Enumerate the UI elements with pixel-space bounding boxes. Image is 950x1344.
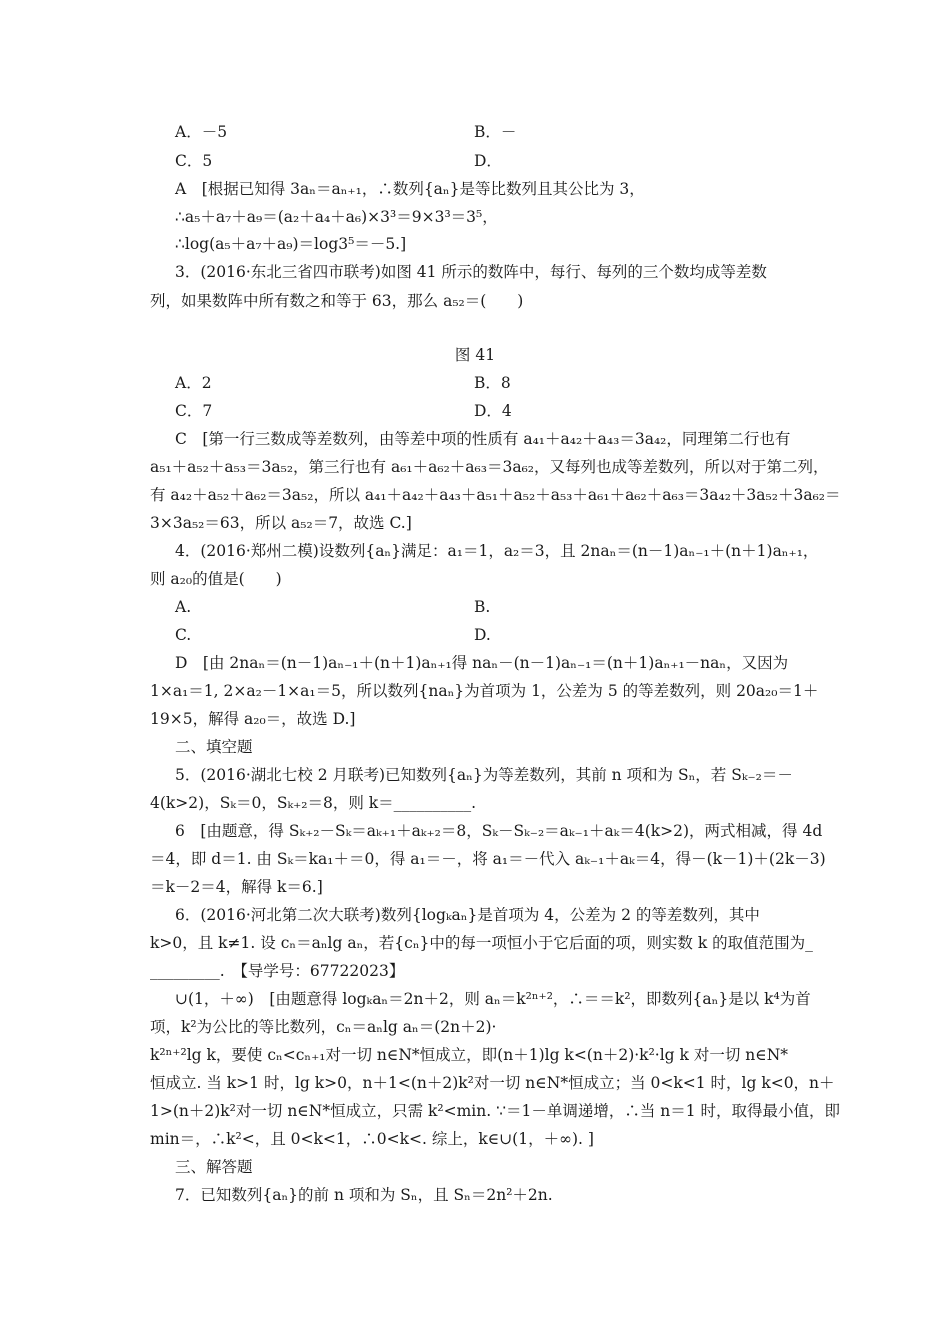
q3-option-b: B．8	[474, 374, 511, 392]
q3-option-c: C．7	[175, 402, 213, 420]
q4-option-b: B.	[474, 598, 491, 616]
q6-solution-line: min＝，∴k²<，且 0<k<1，∴0<k<. 综上，k∈∪(1，＋∞). ]	[150, 1130, 594, 1148]
q5-solution-line: ＝k－2＝4，解得 k＝6.]	[150, 878, 323, 896]
q2-option-a: A．－5	[175, 123, 228, 141]
q4-stem-line: 4．(2016·郑州二模)设数列{aₙ}满足：a₁＝1，a₂＝3，且 2naₙ＝(n－1)aₙ₋₁＋(n＋1)aₙ₊₁，	[175, 542, 819, 560]
q6-solution-line: k²ⁿ⁺²lg k，要使 cₙ<cₙ₊₁对一切 n∈N*恒成立，即(n＋1)lg k<(n＋2)·k²·lg k 对一切 n∈N*	[150, 1046, 789, 1064]
q2-option-b: B．－	[474, 123, 517, 141]
q4-solution-line: 19×5，解得 a₂₀＝，故选 D.]	[150, 710, 356, 728]
q6-stem-line: _________. 【导学号：67722023】	[150, 962, 405, 980]
q6-stem-line: k>0，且 k≠1. 设 cₙ＝aₙlg aₙ，若{cₙ}中的每一项恒小于它后面的项，则实数 k 的取值范围为_	[150, 934, 813, 952]
q3-figure-caption: 图 41	[454, 346, 496, 364]
q5-solution-line: ＝4，即 d＝1. 由 Sₖ＝ka₁＋＝0，得 a₁＝－，将 a₁＝－代入 aₖ₋₁＋aₖ＝4，得－(k－1)＋(2k－3)	[150, 850, 826, 868]
q3-option-a: A．2	[175, 374, 212, 392]
q3-stem-line: 列，如果数阵中所有数之和等于 63，那么 a₅₂＝( )	[150, 292, 524, 310]
q2-solution-line: ∴log(a₅＋a₇＋a₉)＝log3⁵＝－5.]	[175, 235, 407, 253]
q4-solution-line: 1×a₁＝1, 2×a₂－1×a₁＝5，所以数列{naₙ}为首项为 1，公差为 5 的等差数列，则 20a₂₀＝1＋	[150, 682, 819, 700]
q4-option-c: C.	[175, 626, 192, 644]
q3-solution-line: a₅₁＋a₅₂＋a₅₃＝3a₅₂，第三行也有 a₆₁＋a₆₂＋a₆₃＝3a₆₂，又每列也成等差数列，所以对于第二列，	[150, 458, 829, 476]
q6-solution-line: 1>(n＋2)k²对一切 n∈N*恒成立，只需 k²<min. ∵＝1－单调递增，∴当 n＝1 时，取得最小值，即	[150, 1102, 841, 1120]
q3-stem-line: 3．(2016·东北三省四市联考)如图 41 所示的数阵中，每行、每列的三个数均成等差数	[175, 263, 767, 281]
q4-solution-line: D [由 2naₙ＝(n－1)aₙ₋₁＋(n＋1)aₙ₊₁得 naₙ－(n－1)aₙ₋₁＝(n＋1)aₙ₊₁－naₙ，又因为	[175, 654, 789, 672]
q6-solution-line: ∪(1，＋∞) [由题意得 logₖaₙ＝2n＋2，则 aₙ＝k²ⁿ⁺²，∴＝＝k²，即数列{aₙ}是以 k⁴为首	[175, 990, 811, 1008]
q6-stem-line: 6．(2016·河北第二次大联考)数列{logₖaₙ}是首项为 4，公差为 2 的等差数列，其中	[175, 906, 760, 924]
section-heading-solve: 三、解答题	[175, 1158, 253, 1176]
q3-solution-line: 3×3a₅₂＝63，所以 a₅₂＝7，故选 C.]	[150, 514, 412, 532]
q5-stem-line: 4(k>2)，Sₖ＝0，Sₖ₊₂＝8，则 k＝__________.	[150, 794, 477, 812]
q4-option-a: A.	[175, 598, 192, 616]
q4-stem-line: 则 a₂₀的值是( )	[150, 570, 282, 588]
q3-solution-line: C [第一行三数成等差数列，由等差中项的性质有 a₄₁＋a₄₂＋a₄₃＝3a₄₂，同理第二行也有	[175, 430, 791, 448]
q3-solution-line: 有 a₄₂＋a₅₂＋a₆₂＝3a₅₂，所以 a₄₁＋a₄₂＋a₄₃＋a₅₁＋a₅₂＋a₅₃＋a₆₁＋a₆₂＋a₆₃＝3a₄₂＋3a₅₂＋3a₆₂＝	[150, 486, 841, 504]
q5-solution-line: 6 [由题意，得 Sₖ₊₂－Sₖ＝aₖ₊₁＋aₖ₊₂＝8，Sₖ－Sₖ₋₂＝aₖ₋₁＋aₖ＝4(k>2)，两式相减，得 4d	[175, 822, 823, 840]
q3-option-d: D．4	[474, 402, 512, 420]
q2-option-c: C．5	[175, 152, 213, 170]
q6-solution-line: 项，k²为公比的等比数列，cₙ＝aₙlg aₙ＝(2n＋2)·	[150, 1018, 497, 1036]
q2-option-d: D．	[474, 152, 502, 170]
section-heading-fill-in: 二、填空题	[175, 738, 253, 756]
q7-stem: 7．已知数列{aₙ}的前 n 项和为 Sₙ，且 Sₙ＝2n²＋2n.	[175, 1186, 553, 1204]
q6-solution-line: 恒成立. 当 k>1 时，lg k>0，n＋1<(n＋2)k²对一切 n∈N*恒成立；当 0<k<1 时，lg k<0，n＋	[150, 1074, 835, 1092]
q5-stem-line: 5．(2016·湖北七校 2 月联考)已知数列{aₙ}为等差数列，其前 n 项和为 Sₙ，若 Sₖ₋₂＝－	[175, 766, 793, 784]
q2-solution-line: ∴a₅＋a₇＋a₉＝(a₂＋a₄＋a₆)×3³＝9×3³＝3⁵，	[175, 208, 498, 226]
q2-solution-line: A [根据已知得 3aₙ＝aₙ₊₁，∴数列{aₙ}是等比数列且其公比为 3，	[175, 180, 645, 198]
q4-option-d: D.	[474, 626, 491, 644]
